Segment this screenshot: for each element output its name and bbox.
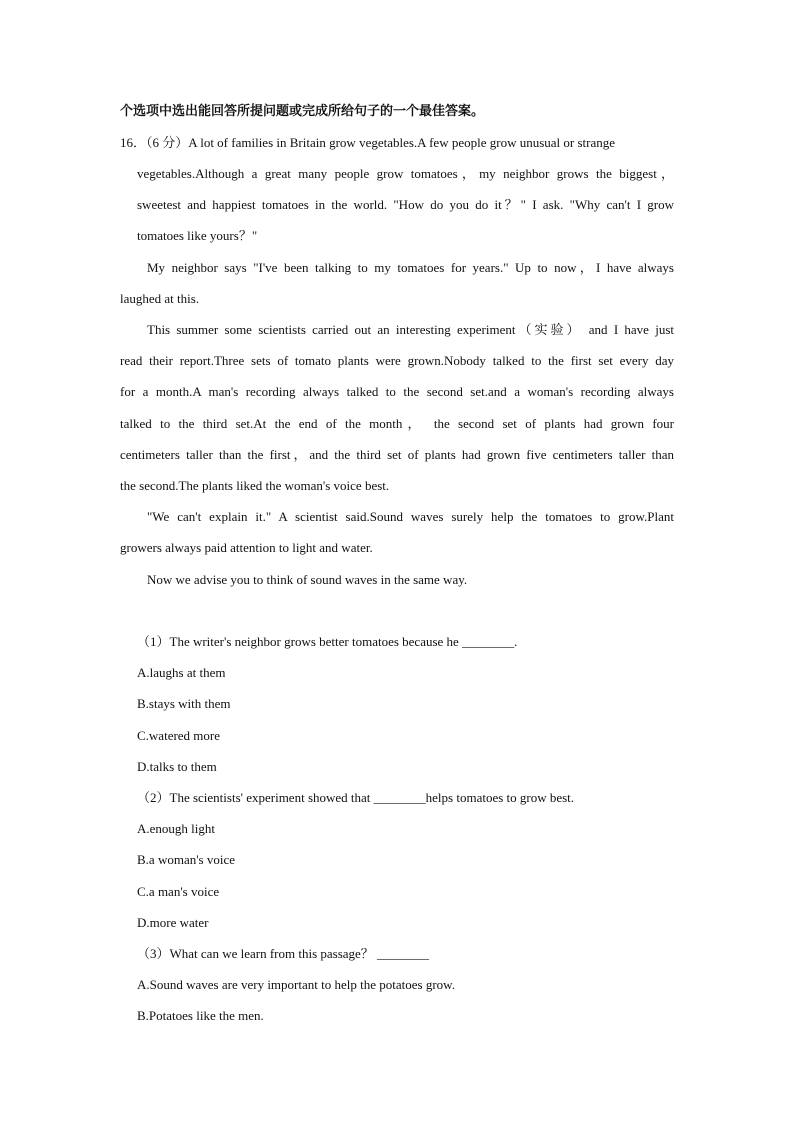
answer-option: D.more water	[137, 915, 209, 930]
answer-option: B.a woman's voice	[137, 852, 236, 867]
answer-option: B.stays with them	[137, 696, 231, 711]
answer-option: D.talks to them	[137, 759, 217, 774]
passage-line: growers always paid attention to light and water.	[120, 540, 373, 555]
passage-line: tomatoes like yours？"	[137, 228, 258, 243]
passage-line: Now we advise you to think of sound waves in the same way.	[147, 572, 468, 587]
answer-option: C.a man's voice	[137, 884, 220, 899]
passage-line: sweetest and happiest tomatoes in the world. "How do you do it？" I ask. "Why can't I grow	[137, 197, 674, 212]
subquestion-stem: （3）What can we learn from this passage？ ________	[137, 946, 430, 961]
passage-line: vegetables.Although a great many people grow tomatoes，my neighbor grows the biggest，	[137, 166, 674, 181]
question-points: （6 分）	[146, 135, 189, 150]
answer-option: A.enough light	[137, 821, 215, 836]
subquestion-stem: （1）The writer's neighbor grows better tomatoes because he ________.	[137, 634, 518, 649]
question-number: 16．	[120, 135, 147, 150]
passage-line: "We can't explain it." A scientist said.Sound waves surely help the tomatoes to grow.Plant	[147, 509, 674, 524]
passage-line: My neighbor says "I've been talking to my tomatoes for years." Up to now，I have always	[147, 260, 674, 275]
question-header-line	[120, 135, 674, 151]
instruction-text: 个选项中选出能回答所提问题或完成所给句子的一个最佳答案。	[120, 103, 485, 118]
passage-line: laughed at this.	[120, 291, 200, 306]
answer-option: A.Sound waves are very important to help the potatoes grow.	[137, 977, 455, 992]
passage-line: A lot of families in Britain grow vegetables.A few people grow unusual or strange	[188, 135, 616, 150]
answer-option: A.laughs at them	[137, 665, 226, 680]
answer-option: C.watered more	[137, 728, 221, 743]
answer-option: B.Potatoes like the men.	[137, 1008, 264, 1023]
passage-line: for a month.A man's recording always talked to the second set.and a woman's recording always	[120, 384, 674, 399]
passage-line: talked to the third set.At the end of the month， the second set of plants had grown four	[120, 416, 674, 431]
passage-line: This summer some scientists carried out an interesting experiment（实验） and I have just	[147, 322, 674, 337]
passage-line: the second.The plants liked the woman's voice best.	[120, 478, 390, 493]
passage-line: centimeters taller than the first，and the third set of plants had grown five centimeters taller than	[120, 447, 674, 462]
subquestion-stem: （2）The scientists' experiment showed that ________helps tomatoes to grow best.	[137, 790, 575, 805]
passage-line: read their report.Three sets of tomato plants were grown.Nobody talked to the first set every day	[120, 353, 674, 368]
